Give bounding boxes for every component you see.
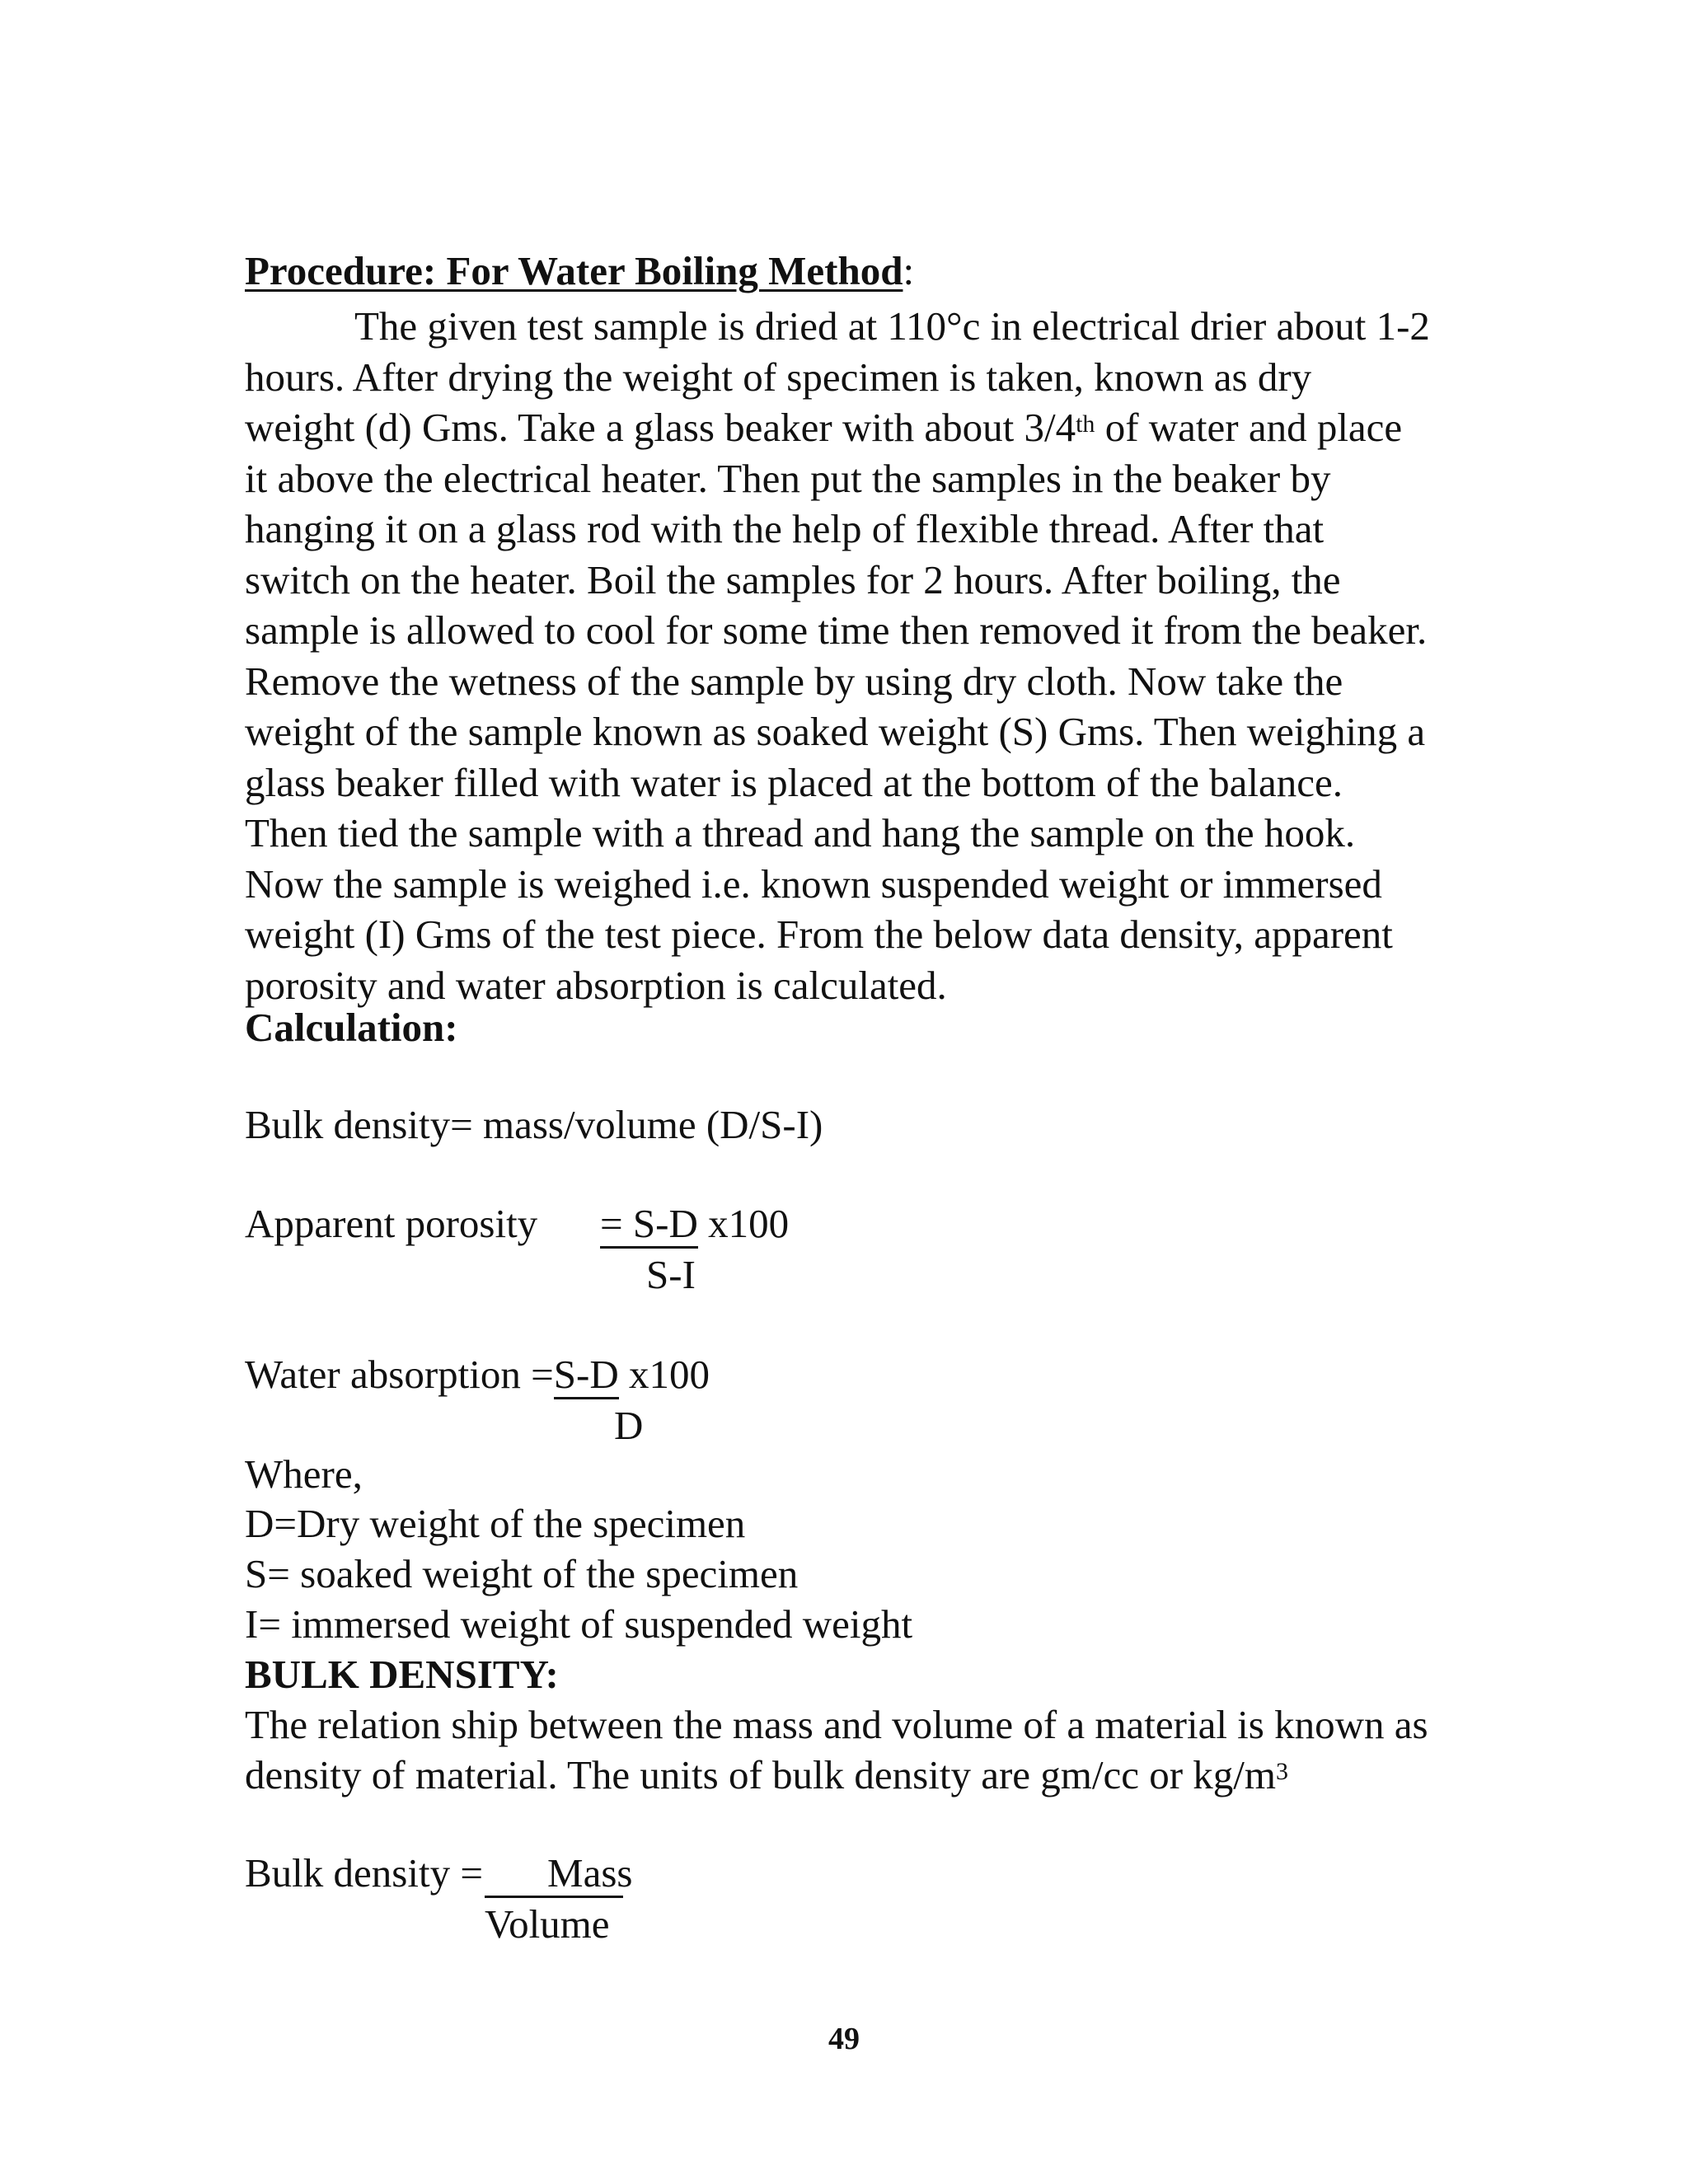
para-line-3 [245,402,1531,453]
water-absorption-label-text: Water absorption = [245,1352,554,1397]
definition-s: S= soaked weight of the specimen [245,1551,799,1596]
procedure-heading-text: Procedure: For Water Boiling Method [245,248,903,293]
definition-i: I= immersed weight of suspended weight [245,1601,913,1647]
bulk-text-line-2 [245,1750,1288,1800]
para-line-7: sample is allowed to cool for some time then removed it from the beaker. [245,607,1428,653]
bulk-formula-numerator [485,1848,633,1898]
procedure-heading-colon: : [903,248,915,293]
bulk-text-line-1: The relation ship between the mass and volume of a material is known as [245,1702,1428,1747]
para-line-1: The given test sample is dried at 110°c in electrical drier about 1-2 [354,303,1430,349]
bulk-density-heading: BULK DENSITY: [245,1652,559,1697]
para-line-8: Remove the wetness of the sample by using dry cloth. Now take the [245,658,1343,704]
bulk-text-cubed-sup: 3 [1276,1758,1289,1785]
bulk-density-formula-line: Bulk density= mass/volume (D/S-I) [245,1102,823,1147]
where-label: Where, [245,1451,363,1497]
para-line-5: hanging it on a glass rod with the help of flexible thread. After that [245,506,1325,551]
para-line-14: porosity and water absorption is calculated. [245,962,947,1008]
bulk-formula-numerator-text: Mass [547,1850,633,1896]
para-line-11: Then tied the sample with a thread and hang the sample on the hook. [245,810,1356,855]
bulk-text-line-2-text: density of material. The units of bulk density are gm/cc or kg/m [245,1752,1277,1797]
apparent-porosity-fraction [600,1198,789,1249]
bulk-formula-denominator: Volume [485,1901,610,1947]
para-line-4: it above the electrical heater. Then put the samples in the beaker by [245,455,1331,501]
procedure-paragraph [245,301,1531,1010]
apparent-porosity-mult: x100 [697,1201,790,1246]
para-line-10: glass beaker filled with water is placed at the bottom of the balance. [245,759,1343,805]
definition-d: D=Dry weight of the specimen [245,1501,746,1546]
para-line-3-sup: th [1076,410,1095,438]
water-absorption-denominator: D [614,1403,644,1448]
calculation-heading: Calculation: [245,1005,458,1050]
apparent-porosity-denominator: S-I [646,1252,696,1297]
water-absorption-label [245,1349,710,1399]
para-line-13: weight (I) Gms of the test piece. From the below data density, apparent [245,912,1393,957]
page-number: 49 [828,2022,860,2056]
para-line-3-text: weight (d) Gms. Take a glass beaker with about 3/4 [245,405,1076,450]
apparent-porosity-eq: = [600,1201,633,1249]
procedure-heading [245,246,1531,297]
apparent-porosity-numerator: S-D [633,1201,698,1249]
apparent-porosity-label: Apparent porosity [245,1201,538,1246]
para-line-9: weight of the sample known as soaked weight (S) Gms. Then weighing a [245,709,1426,754]
para-line-2: hours. After drying the weight of specimen is taken, known as dry [245,354,1312,400]
water-absorption-mult: x100 [618,1352,710,1397]
water-absorption-numerator: S-D [554,1352,619,1399]
para-line-6: switch on the heater. Boil the samples for 2 hours. After boiling, the [245,556,1341,602]
para-line-3-tail: of water and place [1095,405,1403,450]
para-line-12: Now the sample is weighed i.e. known suspended weight or immersed [245,860,1382,907]
bulk-formula-label: Bulk density = [245,1850,483,1896]
